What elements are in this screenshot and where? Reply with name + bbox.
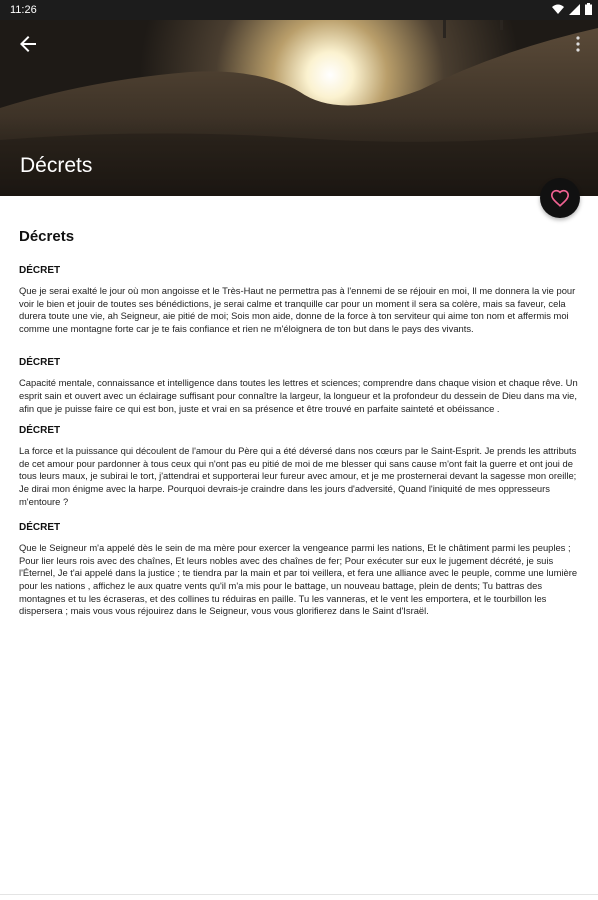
status-bar [0, 0, 598, 20]
toolbar-title: Décrets [20, 154, 93, 177]
section-body: Que je serai exalté le jour où mon angoisse et le Très-Haut ne permettra pas à l'ennemi de se réjouir en moi, Il me donnera la vie pour voir le bien et jouir de toutes ses bénédictions, je serai calme et tranquille car pour un moment il sera sa colère, mais sa faveur, cela durera toute une vie, ah Seigneur, aie pitié de moi; Sois mon aide, donne de la force à ton serviteur qui aime ton nom et affermis moi comme une montagne forte car je te fais confiance et rien ne m'éloignera de ton but dans le pays des vivants. [19, 285, 576, 334]
heart-icon [550, 189, 570, 207]
header-banner [0, 20, 598, 196]
section-body: Que le Seigneur m'a appelé dès le sein de ma mère pour exercer la vengeance parmi les nations, Et le châtiment parmi les peuples ; Pour lier leurs rois avec des chaînes, Et leurs nobles avec des chaînes de fer; Pour exécuter sur eux le jugement décrété, je suis l'Éternel, Je t'ai appelé dans la justice ; te tiendra par la main et par toi veillera, et fera une alliance avec le peuple, comme une lumière pour les nations , affichez le aux quatre vents qu'il m'a mis pour le battage, un nouveau battage, plein de dents; Tu battras des montagnes et tu les écraseras, et des collines tu réduiras en paille. Tu les vanneras, et le vent les emportera, et le tourbillon les dispersera ; mais vous vous réjouirez dans le Seigneur, vous vous glorifierez dans le Saint d'Israël. [19, 542, 578, 617]
more-vert-icon[interactable] [570, 32, 586, 56]
status-icons [552, 3, 592, 15]
battery-icon [585, 3, 592, 15]
status-time: 11:26 [10, 4, 37, 16]
section-heading: DÉCRET [19, 425, 61, 437]
signal-icon [569, 4, 580, 15]
section-heading: DÉCRET [19, 357, 61, 369]
section-heading: DÉCRET [19, 265, 61, 276]
section-body: La force et la puissance qui découlent de l'amour du Père qui a été déversé dans nos cœurs par le Saint-Esprit. Je prends les attributs de cet amour pour pardonner à tous ceux qui n'ont pas eu pitié de moi de me blesser qui sans cause m'ont fait la guerre et ont joui de tous leurs maux, je subirai le tort, j'attendrai et supporterai leur fureur avec amour, et je me prosternerai devant la sagesse mon oreille; Je dirai mon énigme avec la harpe. Pourquoi devrais-je craindre dans les jours d'adversité, Quand l'iniquité de mes oppresseurs m'entoure ? [19, 445, 577, 507]
section-body: Capacité mentale, connaissance et intelligence dans toutes les lettres et sciences; comprendre dans chaque vision et chaque rêve. Un esprit sain et ouvert avec un éclairage suffisant pour connaître la largeur, la longueur et la profondeur du dessein de Dieu dans ma vie, afin que je puisse faire ce qui est bon, juste et vrai en sa présence et être trouvé en parfaite sainteté et obéissance . [19, 377, 578, 414]
article-title: Décrets [19, 228, 75, 245]
section-heading: DÉCRET [19, 522, 61, 534]
back-arrow-icon[interactable] [16, 32, 40, 56]
wifi-icon [552, 4, 564, 15]
favorite-button[interactable] [540, 178, 580, 218]
bottom-edge [0, 894, 598, 900]
article-content [19, 228, 585, 638]
